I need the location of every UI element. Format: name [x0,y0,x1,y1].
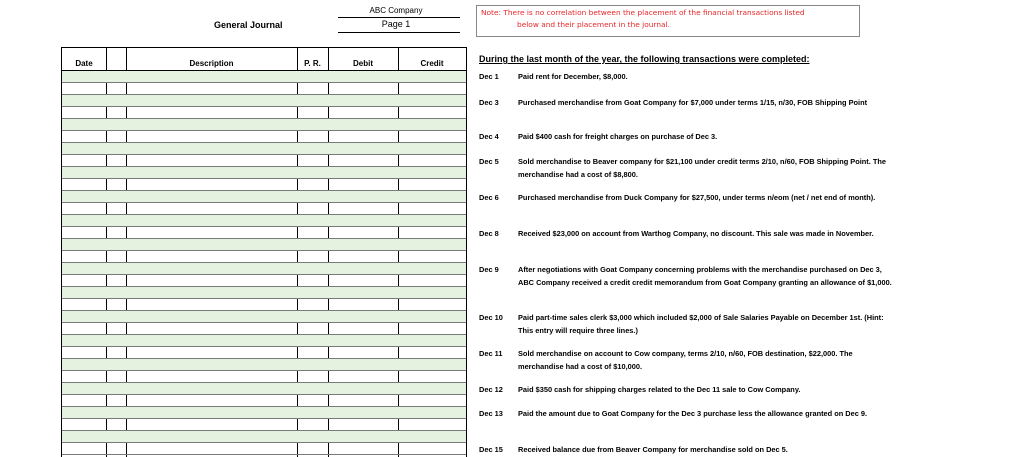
table-row[interactable] [62,395,466,407]
table-row[interactable] [62,275,466,287]
transaction-date: Dec 5 [479,157,499,166]
table-row[interactable] [62,419,466,431]
table-row[interactable] [62,203,466,215]
transaction-text: Paid $350 cash for shipping charges related to the Dec 11 sale to Cow Company. [518,385,801,394]
divider [338,32,460,33]
table-row[interactable] [62,143,466,155]
transaction-text: Sold merchandise on account to Cow company, terms 2/10, n/60, FOB destination, $22,000. The merchandise had a cost of $10,000. [518,349,853,371]
table-row[interactable] [62,287,466,299]
table-row[interactable] [62,335,466,347]
table-row[interactable] [62,179,466,191]
company-name: ABC Company [369,6,423,15]
transaction-text: Purchased merchandise from Goat Company for $7,000 under terms 1/15, n/30, FOB Shipping Point [518,98,868,107]
transaction-text: Paid $400 cash for freight charges on purchase of Dec 3. [518,132,718,141]
transaction-text: Paid the amount due to Goat Company for the Dec 3 purchase less the allowance granted on Dec 9. [518,409,868,418]
transaction-text: Sold merchandise to Beaver company for $21,100 under credit terms 2/10, n/60, FOB Shipping Point. The merchandise had a cost of $8,800. [518,157,886,179]
table-row[interactable] [62,239,466,251]
table-row[interactable] [62,323,466,335]
table-row[interactable] [62,191,466,203]
transaction-date: Dec 9 [479,265,499,274]
transaction-date: Dec 1 [479,72,499,81]
transaction-date: Dec 10 [479,313,503,322]
transaction-text: Purchased merchandise from Duck Company for $27,500, under terms n/eom (net / net end of month). [518,193,876,202]
table-row[interactable] [62,251,466,263]
table-row[interactable] [62,431,466,443]
column-header-description: Description [189,59,234,68]
table-row[interactable] [62,83,466,95]
table-row[interactable] [62,299,466,311]
transactions-intro: During the last month of the year, the following transactions were completed: [479,54,810,64]
table-row[interactable] [62,167,466,179]
table-row[interactable] [62,407,466,419]
note-line-2: below and their placement in the journal. [517,20,670,29]
table-row[interactable] [62,71,466,83]
transaction-date: Dec 3 [479,98,499,107]
note-box [476,5,860,37]
transaction-date: Dec 4 [479,132,499,141]
divider [338,17,460,18]
table-row[interactable] [62,383,466,395]
table-row[interactable] [62,155,466,167]
transaction-date: Dec 13 [479,409,503,418]
transaction-text: Paid part-time sales clerk $3,000 which included $2,000 of Sale Salaries Payable on December 1st. (Hint: This entry will require three lines.) [518,313,884,335]
general-journal-table [61,47,467,457]
transaction-text: Received balance due from Beaver Company for merchandise sold on Dec 5. [518,445,788,454]
table-row[interactable] [62,119,466,131]
table-row[interactable] [62,347,466,359]
transaction-date: Dec 11 [479,349,503,358]
table-row[interactable] [62,359,466,371]
column-header-date: Date [75,59,93,68]
table-row[interactable] [62,227,466,239]
table-row[interactable] [62,371,466,383]
table-row[interactable] [62,107,466,119]
table-row[interactable] [62,311,466,323]
table-row[interactable] [62,263,466,275]
journal-title: General Journal [214,20,283,30]
page-number: Page 1 [381,19,411,29]
note-line-1: Note: There is no correlation between the placement of the financial transactions listed [481,8,805,17]
table-row[interactable] [62,443,466,455]
column-header-pr: P. R. [304,59,321,68]
transaction-text: After negotiations with Goat Company concerning problems with the merchandise purchased on Dec 3, ABC Company received a credit credit memorandum from Goat Company granting an allowance of $1,000. [518,265,892,287]
column-header-debit: Debit [353,59,373,68]
table-row[interactable] [62,131,466,143]
transaction-date: Dec 8 [479,229,499,238]
transaction-date: Dec 15 [479,445,503,454]
transaction-text: Paid rent for December, $8,000. [518,72,628,81]
table-row[interactable] [62,95,466,107]
transaction-text: Received $23,000 on account from Warthog Company, no discount. This sale was made in November. [518,229,874,238]
column-header-credit: Credit [420,59,444,68]
table-row[interactable] [62,215,466,227]
transaction-date: Dec 6 [479,193,499,202]
transaction-date: Dec 12 [479,385,503,394]
